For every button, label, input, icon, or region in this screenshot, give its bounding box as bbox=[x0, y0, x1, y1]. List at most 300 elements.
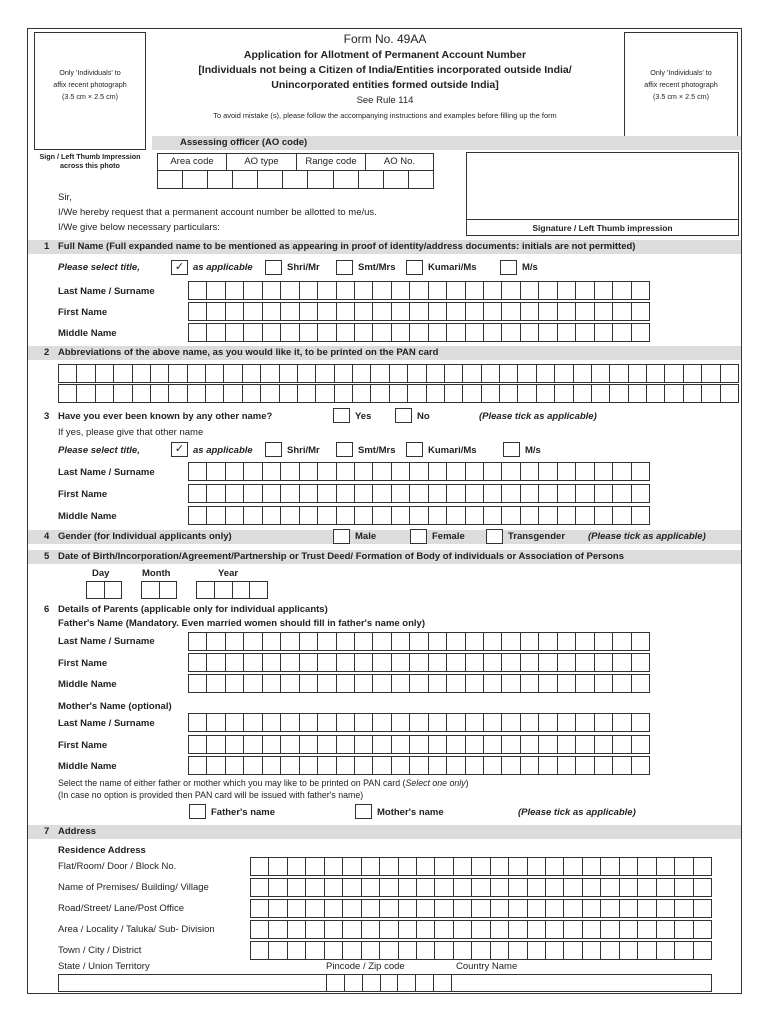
char-box[interactable] bbox=[582, 899, 601, 918]
char-box[interactable] bbox=[538, 674, 557, 693]
char-box[interactable] bbox=[575, 632, 594, 651]
char-box[interactable] bbox=[428, 302, 447, 321]
char-box[interactable] bbox=[527, 920, 546, 939]
char-box[interactable] bbox=[612, 302, 631, 321]
char-box[interactable] bbox=[557, 302, 576, 321]
char-box[interactable] bbox=[205, 364, 224, 383]
char-box[interactable] bbox=[701, 364, 720, 383]
char-box[interactable] bbox=[352, 364, 371, 383]
char-box[interactable] bbox=[391, 735, 410, 754]
char-box[interactable] bbox=[262, 653, 281, 672]
char-box[interactable] bbox=[391, 653, 410, 672]
char-box[interactable] bbox=[483, 281, 502, 300]
char-box[interactable] bbox=[336, 484, 355, 503]
title-checkbox[interactable]: ✓ bbox=[171, 442, 188, 457]
char-box[interactable] bbox=[600, 899, 619, 918]
char-box[interactable] bbox=[242, 384, 261, 403]
char-box[interactable] bbox=[391, 506, 410, 525]
char-box[interactable] bbox=[465, 735, 484, 754]
char-box[interactable] bbox=[354, 653, 373, 672]
char-box[interactable] bbox=[354, 735, 373, 754]
char-box[interactable] bbox=[317, 323, 336, 342]
char-box[interactable] bbox=[380, 974, 399, 992]
char-box[interactable] bbox=[243, 281, 262, 300]
char-box[interactable] bbox=[520, 323, 539, 342]
father-last-name-boxes[interactable] bbox=[188, 632, 650, 651]
char-box[interactable] bbox=[646, 364, 665, 383]
char-box[interactable] bbox=[428, 281, 447, 300]
char-box[interactable] bbox=[409, 323, 428, 342]
smt-checkbox[interactable] bbox=[336, 442, 353, 457]
char-box[interactable] bbox=[409, 506, 428, 525]
char-box[interactable] bbox=[483, 506, 502, 525]
char-box[interactable] bbox=[305, 857, 324, 876]
char-box[interactable] bbox=[334, 364, 353, 383]
char-box[interactable] bbox=[225, 281, 244, 300]
char-box[interactable] bbox=[538, 302, 557, 321]
char-box[interactable] bbox=[141, 581, 160, 599]
char-box[interactable] bbox=[453, 941, 472, 960]
char-box[interactable] bbox=[250, 857, 269, 876]
char-box[interactable] bbox=[462, 384, 481, 403]
char-box[interactable] bbox=[187, 364, 206, 383]
char-box[interactable] bbox=[305, 920, 324, 939]
char-box[interactable] bbox=[573, 364, 592, 383]
char-box[interactable] bbox=[206, 735, 225, 754]
char-box[interactable] bbox=[206, 653, 225, 672]
char-box[interactable] bbox=[268, 920, 287, 939]
char-box[interactable] bbox=[299, 484, 318, 503]
char-box[interactable] bbox=[336, 462, 355, 481]
char-box[interactable] bbox=[188, 632, 207, 651]
char-box[interactable] bbox=[188, 302, 207, 321]
char-box[interactable] bbox=[538, 653, 557, 672]
char-box[interactable] bbox=[453, 857, 472, 876]
char-box[interactable] bbox=[299, 462, 318, 481]
char-box[interactable] bbox=[446, 653, 465, 672]
char-box[interactable] bbox=[336, 281, 355, 300]
char-box[interactable] bbox=[379, 857, 398, 876]
char-box[interactable] bbox=[372, 674, 391, 693]
char-box[interactable] bbox=[372, 653, 391, 672]
other-name-yes-checkbox[interactable] bbox=[333, 408, 350, 423]
char-box[interactable] bbox=[391, 632, 410, 651]
char-box[interactable] bbox=[600, 920, 619, 939]
char-box[interactable] bbox=[428, 462, 447, 481]
char-box[interactable] bbox=[225, 713, 244, 732]
char-box[interactable] bbox=[426, 364, 445, 383]
char-box[interactable] bbox=[609, 384, 628, 403]
char-box[interactable] bbox=[499, 384, 518, 403]
char-box[interactable] bbox=[225, 484, 244, 503]
char-box[interactable] bbox=[612, 674, 631, 693]
char-box[interactable] bbox=[446, 302, 465, 321]
char-box[interactable] bbox=[95, 364, 114, 383]
char-box[interactable] bbox=[527, 899, 546, 918]
char-box[interactable] bbox=[594, 506, 613, 525]
char-box[interactable] bbox=[324, 878, 343, 897]
char-box[interactable] bbox=[317, 462, 336, 481]
char-box[interactable] bbox=[520, 302, 539, 321]
char-box[interactable] bbox=[188, 674, 207, 693]
char-box[interactable] bbox=[207, 170, 233, 189]
char-box[interactable] bbox=[188, 506, 207, 525]
char-box[interactable] bbox=[317, 506, 336, 525]
char-box[interactable] bbox=[612, 484, 631, 503]
char-box[interactable] bbox=[223, 364, 242, 383]
char-box[interactable] bbox=[501, 632, 520, 651]
char-box[interactable] bbox=[398, 899, 417, 918]
char-box[interactable] bbox=[656, 899, 675, 918]
char-box[interactable] bbox=[409, 674, 428, 693]
char-box[interactable] bbox=[409, 462, 428, 481]
char-box[interactable] bbox=[409, 713, 428, 732]
char-box[interactable] bbox=[391, 756, 410, 775]
char-box[interactable] bbox=[428, 653, 447, 672]
char-box[interactable] bbox=[674, 899, 693, 918]
char-box[interactable] bbox=[409, 735, 428, 754]
char-box[interactable] bbox=[324, 899, 343, 918]
char-box[interactable] bbox=[280, 735, 299, 754]
char-box[interactable] bbox=[398, 941, 417, 960]
transgender-checkbox[interactable] bbox=[486, 529, 503, 544]
char-box[interactable] bbox=[481, 364, 500, 383]
char-box[interactable] bbox=[250, 941, 269, 960]
char-box[interactable] bbox=[453, 899, 472, 918]
char-box[interactable] bbox=[243, 462, 262, 481]
char-box[interactable] bbox=[594, 323, 613, 342]
char-box[interactable] bbox=[557, 632, 576, 651]
mother-last-name-boxes[interactable] bbox=[188, 713, 650, 732]
char-box[interactable] bbox=[465, 302, 484, 321]
char-box[interactable] bbox=[619, 920, 638, 939]
char-box[interactable] bbox=[501, 323, 520, 342]
char-box[interactable] bbox=[674, 920, 693, 939]
char-box[interactable] bbox=[594, 735, 613, 754]
char-box[interactable] bbox=[299, 281, 318, 300]
char-box[interactable] bbox=[225, 462, 244, 481]
char-box[interactable] bbox=[317, 653, 336, 672]
char-box[interactable] bbox=[483, 462, 502, 481]
char-box[interactable] bbox=[223, 384, 242, 403]
char-box[interactable] bbox=[508, 878, 527, 897]
char-box[interactable] bbox=[342, 920, 361, 939]
char-box[interactable] bbox=[262, 713, 281, 732]
char-box[interactable] bbox=[150, 364, 169, 383]
char-box[interactable] bbox=[334, 384, 353, 403]
char-box[interactable] bbox=[619, 941, 638, 960]
char-box[interactable] bbox=[465, 281, 484, 300]
char-box[interactable] bbox=[225, 653, 244, 672]
char-box[interactable] bbox=[656, 878, 675, 897]
char-box[interactable] bbox=[409, 756, 428, 775]
char-box[interactable] bbox=[262, 302, 281, 321]
char-box[interactable] bbox=[594, 674, 613, 693]
char-box[interactable] bbox=[86, 581, 105, 599]
char-box[interactable] bbox=[483, 632, 502, 651]
char-box[interactable] bbox=[299, 323, 318, 342]
char-box[interactable] bbox=[434, 941, 453, 960]
char-box[interactable] bbox=[434, 899, 453, 918]
char-box[interactable] bbox=[520, 462, 539, 481]
char-box[interactable] bbox=[631, 756, 650, 775]
char-box[interactable] bbox=[262, 462, 281, 481]
char-box[interactable] bbox=[342, 857, 361, 876]
char-box[interactable] bbox=[416, 878, 435, 897]
char-box[interactable] bbox=[520, 484, 539, 503]
char-box[interactable] bbox=[637, 857, 656, 876]
char-box[interactable] bbox=[299, 632, 318, 651]
char-box[interactable] bbox=[453, 878, 472, 897]
char-box[interactable] bbox=[95, 384, 114, 403]
char-box[interactable] bbox=[336, 323, 355, 342]
char-box[interactable] bbox=[557, 506, 576, 525]
char-box[interactable] bbox=[262, 323, 281, 342]
dob-day-boxes[interactable] bbox=[86, 581, 122, 599]
char-box[interactable] bbox=[631, 302, 650, 321]
char-box[interactable] bbox=[501, 713, 520, 732]
char-box[interactable] bbox=[280, 506, 299, 525]
char-box[interactable] bbox=[444, 384, 463, 403]
char-box[interactable] bbox=[279, 384, 298, 403]
char-box[interactable] bbox=[444, 364, 463, 383]
char-box[interactable] bbox=[428, 323, 447, 342]
char-box[interactable] bbox=[225, 506, 244, 525]
char-box[interactable] bbox=[299, 674, 318, 693]
char-box[interactable] bbox=[465, 632, 484, 651]
char-box[interactable] bbox=[557, 462, 576, 481]
char-box[interactable] bbox=[372, 281, 391, 300]
ms-checkbox[interactable] bbox=[500, 260, 517, 275]
char-box[interactable] bbox=[637, 941, 656, 960]
char-box[interactable] bbox=[389, 364, 408, 383]
char-box[interactable] bbox=[693, 878, 712, 897]
char-box[interactable] bbox=[575, 506, 594, 525]
char-box[interactable] bbox=[188, 713, 207, 732]
char-box[interactable] bbox=[361, 941, 380, 960]
char-box[interactable] bbox=[612, 632, 631, 651]
char-box[interactable] bbox=[538, 462, 557, 481]
char-box[interactable] bbox=[250, 878, 269, 897]
flat-boxes[interactable] bbox=[250, 857, 712, 876]
char-box[interactable] bbox=[483, 713, 502, 732]
char-box[interactable] bbox=[242, 364, 261, 383]
char-box[interactable] bbox=[391, 713, 410, 732]
char-box[interactable] bbox=[631, 653, 650, 672]
char-box[interactable] bbox=[508, 920, 527, 939]
state-input[interactable] bbox=[58, 974, 327, 992]
mother-first-name-boxes[interactable] bbox=[188, 735, 650, 754]
char-box[interactable] bbox=[674, 941, 693, 960]
char-box[interactable] bbox=[557, 713, 576, 732]
char-box[interactable] bbox=[554, 384, 573, 403]
char-box[interactable] bbox=[188, 756, 207, 775]
char-box[interactable] bbox=[520, 713, 539, 732]
char-box[interactable] bbox=[280, 713, 299, 732]
char-box[interactable] bbox=[372, 506, 391, 525]
char-box[interactable] bbox=[379, 920, 398, 939]
char-box[interactable] bbox=[243, 484, 262, 503]
char-box[interactable] bbox=[58, 384, 77, 403]
char-box[interactable] bbox=[557, 756, 576, 775]
char-box[interactable] bbox=[188, 323, 207, 342]
male-checkbox[interactable] bbox=[333, 529, 350, 544]
char-box[interactable] bbox=[315, 364, 334, 383]
char-box[interactable] bbox=[594, 281, 613, 300]
char-box[interactable] bbox=[609, 364, 628, 383]
char-box[interactable] bbox=[538, 756, 557, 775]
char-box[interactable] bbox=[280, 653, 299, 672]
char-box[interactable] bbox=[428, 506, 447, 525]
char-box[interactable] bbox=[379, 899, 398, 918]
char-box[interactable] bbox=[214, 581, 233, 599]
char-box[interactable] bbox=[232, 581, 251, 599]
char-box[interactable] bbox=[324, 920, 343, 939]
char-box[interactable] bbox=[631, 281, 650, 300]
char-box[interactable] bbox=[409, 632, 428, 651]
char-box[interactable] bbox=[594, 632, 613, 651]
char-box[interactable] bbox=[693, 941, 712, 960]
char-box[interactable] bbox=[428, 735, 447, 754]
other-name-no-checkbox[interactable] bbox=[395, 408, 412, 423]
char-box[interactable] bbox=[397, 974, 416, 992]
char-box[interactable] bbox=[594, 713, 613, 732]
char-box[interactable] bbox=[428, 756, 447, 775]
char-box[interactable] bbox=[324, 941, 343, 960]
char-box[interactable] bbox=[563, 878, 582, 897]
char-box[interactable] bbox=[104, 581, 123, 599]
char-box[interactable] bbox=[299, 713, 318, 732]
char-box[interactable] bbox=[299, 506, 318, 525]
char-box[interactable] bbox=[132, 384, 151, 403]
char-box[interactable] bbox=[409, 302, 428, 321]
char-box[interactable] bbox=[594, 653, 613, 672]
char-box[interactable] bbox=[481, 384, 500, 403]
other-middle-name-boxes[interactable] bbox=[188, 506, 650, 525]
char-box[interactable] bbox=[674, 857, 693, 876]
char-box[interactable] bbox=[225, 302, 244, 321]
char-box[interactable] bbox=[287, 899, 306, 918]
shri-checkbox[interactable] bbox=[265, 442, 282, 457]
char-box[interactable] bbox=[383, 170, 409, 189]
char-box[interactable] bbox=[720, 384, 739, 403]
char-box[interactable] bbox=[391, 281, 410, 300]
char-box[interactable] bbox=[389, 384, 408, 403]
char-box[interactable] bbox=[243, 674, 262, 693]
char-box[interactable] bbox=[446, 506, 465, 525]
char-box[interactable] bbox=[434, 857, 453, 876]
char-box[interactable] bbox=[262, 632, 281, 651]
char-box[interactable] bbox=[336, 756, 355, 775]
char-box[interactable] bbox=[372, 632, 391, 651]
char-box[interactable] bbox=[206, 674, 225, 693]
shri-checkbox[interactable] bbox=[265, 260, 282, 275]
char-box[interactable] bbox=[206, 756, 225, 775]
char-box[interactable] bbox=[352, 384, 371, 403]
char-box[interactable] bbox=[372, 756, 391, 775]
char-box[interactable] bbox=[268, 899, 287, 918]
char-box[interactable] bbox=[508, 941, 527, 960]
char-box[interactable] bbox=[573, 384, 592, 403]
char-box[interactable] bbox=[520, 281, 539, 300]
char-box[interactable] bbox=[58, 364, 77, 383]
char-box[interactable] bbox=[612, 653, 631, 672]
char-box[interactable] bbox=[612, 735, 631, 754]
mother-name-checkbox[interactable] bbox=[355, 804, 372, 819]
char-box[interactable] bbox=[508, 899, 527, 918]
father-middle-name-boxes[interactable] bbox=[188, 674, 650, 693]
char-box[interactable] bbox=[426, 384, 445, 403]
char-box[interactable] bbox=[631, 735, 650, 754]
char-box[interactable] bbox=[656, 920, 675, 939]
char-box[interactable] bbox=[287, 857, 306, 876]
dob-month-boxes[interactable] bbox=[141, 581, 177, 599]
char-box[interactable] bbox=[379, 878, 398, 897]
char-box[interactable] bbox=[398, 878, 417, 897]
char-box[interactable] bbox=[545, 899, 564, 918]
char-box[interactable] bbox=[408, 170, 434, 189]
last-name-boxes[interactable] bbox=[188, 281, 650, 300]
char-box[interactable] bbox=[619, 899, 638, 918]
char-box[interactable] bbox=[453, 920, 472, 939]
char-box[interactable] bbox=[483, 302, 502, 321]
char-box[interactable] bbox=[499, 364, 518, 383]
char-box[interactable] bbox=[354, 674, 373, 693]
char-box[interactable] bbox=[297, 364, 316, 383]
char-box[interactable] bbox=[268, 941, 287, 960]
char-box[interactable] bbox=[168, 364, 187, 383]
char-box[interactable] bbox=[612, 506, 631, 525]
char-box[interactable] bbox=[434, 920, 453, 939]
char-box[interactable] bbox=[372, 735, 391, 754]
char-box[interactable] bbox=[582, 941, 601, 960]
char-box[interactable] bbox=[113, 364, 132, 383]
char-box[interactable] bbox=[446, 462, 465, 481]
char-box[interactable] bbox=[490, 857, 509, 876]
char-box[interactable] bbox=[545, 878, 564, 897]
char-box[interactable] bbox=[206, 281, 225, 300]
char-box[interactable] bbox=[336, 713, 355, 732]
char-box[interactable] bbox=[501, 281, 520, 300]
char-box[interactable] bbox=[465, 462, 484, 481]
char-box[interactable] bbox=[527, 941, 546, 960]
char-box[interactable] bbox=[336, 735, 355, 754]
char-box[interactable] bbox=[575, 484, 594, 503]
char-box[interactable] bbox=[637, 878, 656, 897]
char-box[interactable] bbox=[282, 170, 308, 189]
title-checkbox[interactable]: ✓ bbox=[171, 260, 188, 275]
char-box[interactable] bbox=[628, 384, 647, 403]
char-box[interactable] bbox=[720, 364, 739, 383]
char-box[interactable] bbox=[483, 323, 502, 342]
char-box[interactable] bbox=[342, 941, 361, 960]
char-box[interactable] bbox=[391, 462, 410, 481]
char-box[interactable] bbox=[262, 484, 281, 503]
father-first-name-boxes[interactable] bbox=[188, 653, 650, 672]
char-box[interactable] bbox=[701, 384, 720, 403]
char-box[interactable] bbox=[483, 735, 502, 754]
char-box[interactable] bbox=[188, 484, 207, 503]
char-box[interactable] bbox=[299, 302, 318, 321]
char-box[interactable] bbox=[243, 653, 262, 672]
char-box[interactable] bbox=[305, 878, 324, 897]
char-box[interactable] bbox=[336, 506, 355, 525]
pincode-boxes[interactable] bbox=[326, 974, 452, 992]
char-box[interactable] bbox=[280, 484, 299, 503]
char-box[interactable] bbox=[317, 484, 336, 503]
char-box[interactable] bbox=[520, 506, 539, 525]
char-box[interactable] bbox=[557, 281, 576, 300]
